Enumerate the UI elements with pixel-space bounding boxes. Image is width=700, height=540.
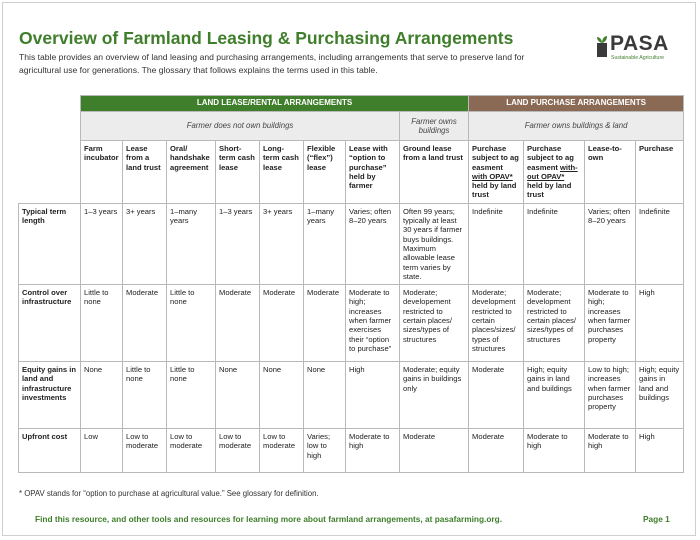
col-purchase-without-opav xyxy=(524,141,585,204)
col-purchase-with-opav xyxy=(469,141,524,204)
table-cell: Moderate; development restricted to certain places/ sizes/types of structures xyxy=(524,285,585,362)
table-cell: Low to moderate xyxy=(260,429,304,473)
logo-name: PASA xyxy=(610,32,669,55)
table-cell: Moderate xyxy=(400,429,469,473)
col-option-to-purchase: Lease with “option to purchase” held by farmer xyxy=(346,141,400,204)
col-flex-lease: Flexible (“flex”) lease xyxy=(304,141,346,204)
pasa-logo xyxy=(596,33,680,63)
col-farm-incubator: Farm incubator xyxy=(81,141,123,204)
table-cell: Low to moderate xyxy=(123,429,167,473)
table-row xyxy=(19,285,684,362)
table-cell: Varies; often 8–20 years xyxy=(585,203,636,284)
table-cell: High xyxy=(636,429,684,473)
subheader-owns-buildings: Farmer owns buildings xyxy=(400,112,469,141)
table-cell: Low xyxy=(81,429,123,473)
row-label: Equity gains in land and infrastructure investments xyxy=(19,362,81,429)
col-purchase-without-opav-pre: Purchase subject to ag easment xyxy=(527,144,574,172)
table-cell: Moderate xyxy=(123,285,167,362)
table-cell: Low to moderate xyxy=(167,429,216,473)
table-cell: Indefinite xyxy=(636,203,684,284)
table-cell: 1–many years xyxy=(304,203,346,284)
table-cell: None xyxy=(260,362,304,429)
table-cell: Varies; low to high xyxy=(304,429,346,473)
table-cell: Little to none xyxy=(81,285,123,362)
logo-tagline: Sustainable Agriculture xyxy=(611,55,665,61)
subheader-no-buildings: Farmer does not own buildings xyxy=(81,112,400,141)
table-cell: Indefinite xyxy=(469,203,524,284)
table-cell: None xyxy=(304,362,346,429)
table-cell: Moderate to high xyxy=(585,429,636,473)
table-cell: 1–3 years xyxy=(81,203,123,284)
col-ground-lease: Ground lease from a land trust xyxy=(400,141,469,204)
table-cell: Moderate; equity gains in buildings only xyxy=(400,362,469,429)
col-lease-land-trust: Lease from a land trust xyxy=(123,141,167,204)
intro-text: This table provides an overview of land leasing and purchasing arrangements, including arrangements that serve to preserve land for agricultural use for generations. The glossary that follows explains the terms used in this table. xyxy=(19,52,525,75)
table-cell: Moderate to high; increases when farmer exercises their “option to purchase” xyxy=(346,285,400,362)
arrangements-table xyxy=(18,95,684,473)
table-cell: Moderate to high xyxy=(346,429,400,473)
col-purchase-without-opav-post: held by land trust xyxy=(527,181,572,200)
col-lease-to-own: Lease-to-own xyxy=(585,141,636,204)
lease-band-header: LAND LEASE/RENTAL ARRANGEMENTS xyxy=(81,96,469,112)
footer-resource-text: Find this resource, and other tools and resources for learning more about farmland arrangements, at pasafarming.org. xyxy=(35,514,503,524)
footnote: * OPAV stands for “option to purchase at agricultural value.” See glossary for definition. xyxy=(19,489,319,498)
table-cell: 3+ years xyxy=(123,203,167,284)
subheader-owns-buildings-land: Farmer owns buildings & land xyxy=(469,112,684,141)
row-label: Typical term length xyxy=(19,203,81,284)
page-number: Page 1 xyxy=(643,514,670,524)
table-cell: Moderate; developement restricted to certain places/ sizes/types of structures xyxy=(400,285,469,362)
table-cell: Moderate to high xyxy=(524,429,585,473)
table-cell: None xyxy=(81,362,123,429)
purchase-band-header: LAND PURCHASE ARRANGEMENTS xyxy=(469,96,684,112)
table-cell: High; equity gains in land and buildings xyxy=(636,362,684,429)
table-cell: High; equity gains in land and buildings xyxy=(524,362,585,429)
table-cell: Varies; often 8–20 years xyxy=(346,203,400,284)
table-row xyxy=(19,362,684,429)
table-cell: Low to high; increases when farmer purchases property xyxy=(585,362,636,429)
table-cell: Indefinite xyxy=(524,203,585,284)
row-label: Upfront cost xyxy=(19,429,81,473)
table-cell: Low to moderate xyxy=(216,429,260,473)
table-cell: Moderate xyxy=(469,429,524,473)
col-purchase-with-opav-underline: with OPAV* xyxy=(472,171,513,181)
row-label: Control over infrastructure xyxy=(19,285,81,362)
col-short-term-lease: Short-term cash lease xyxy=(216,141,260,204)
table-cell: Little to none xyxy=(167,362,216,429)
table-cell: Little to none xyxy=(123,362,167,429)
table-cell: High xyxy=(636,285,684,362)
page-title: Overview of Farmland Leasing & Purchasing Arrangements xyxy=(19,28,514,48)
table-cell: 3+ years xyxy=(260,203,304,284)
col-purchase-with-opav-post: held by land trust xyxy=(472,181,517,200)
table-cell: Moderate xyxy=(216,285,260,362)
col-purchase-without-opav-underline: with-out OPAV* xyxy=(527,162,578,181)
table-cell: None xyxy=(216,362,260,429)
col-purchase: Purchase xyxy=(636,141,684,204)
table-row xyxy=(19,203,684,284)
table-cell: High xyxy=(346,362,400,429)
sprout-icon xyxy=(596,35,608,57)
table-cell: Moderate xyxy=(260,285,304,362)
table-row xyxy=(19,429,684,473)
table-cell: Often 99 years; typically at least 30 years if farmer buys buildings. Maximum allowable lease term varies by state. xyxy=(400,203,469,284)
col-purchase-with-opav-pre: Purchase subject to ag easment xyxy=(472,144,519,172)
table-cell: 1–3 years xyxy=(216,203,260,284)
table-cell: Moderate xyxy=(304,285,346,362)
table-cell: Little to none xyxy=(167,285,216,362)
table-cell: 1–many years xyxy=(167,203,216,284)
col-oral-agreement: Oral/ handshake agreement xyxy=(167,141,216,204)
table-cell: Moderate to high; increases when farmer purchases property xyxy=(585,285,636,362)
col-long-term-lease: Long-term cash lease xyxy=(260,141,304,204)
table-cell: Moderate xyxy=(469,362,524,429)
table-cell: Moderate; development restricted to certain places/sizes/ types of structures xyxy=(469,285,524,362)
